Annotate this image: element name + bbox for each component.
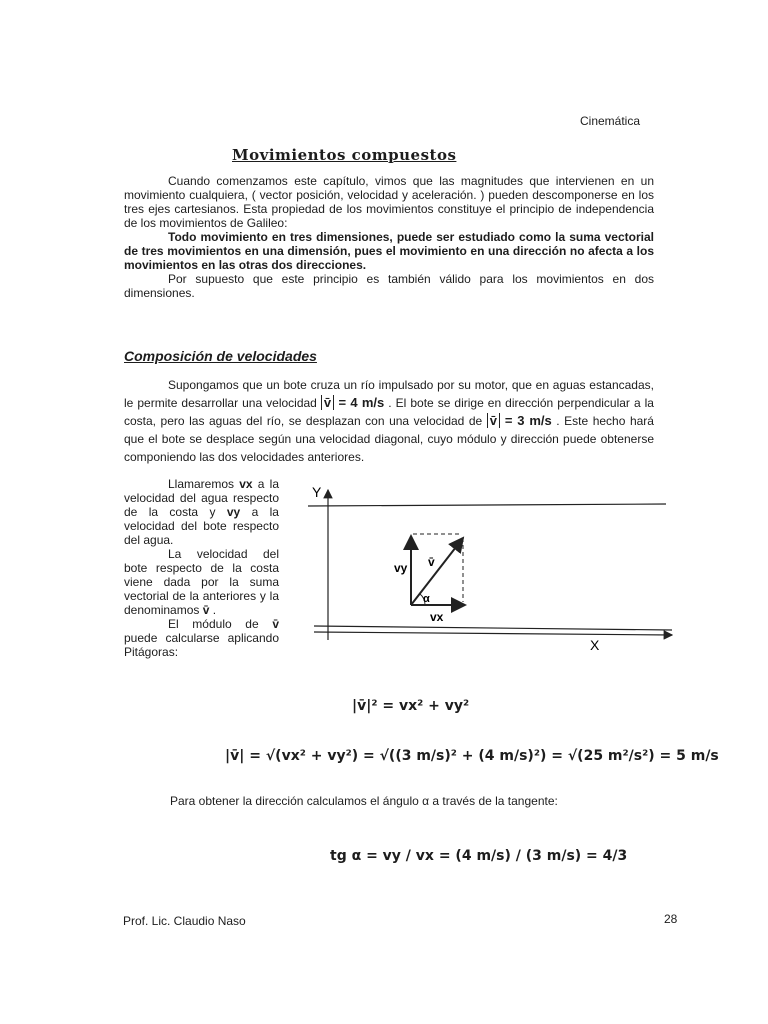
intro-paragraph: Cuando comenzamos este capítulo, vimos que las magnitudes que intervienen en un movimiento cualquiera, ( vector posición, velocidad y aceleración. ) pueden descomponerse en los tres ejes cartesianos. Esta propiedad de los movimientos constituye el principio de independencia de los movimientos de Galileo:	[124, 174, 654, 230]
page-title: Movimientos compuestos	[232, 146, 457, 164]
v-label: v̄	[428, 555, 435, 569]
vy-label: vy	[394, 561, 408, 575]
direction-text: Para obtener la dirección calculamos el ángulo α a través de la tangente:	[170, 794, 558, 808]
alpha-label: α	[423, 593, 430, 605]
section-title: Composición de velocidades	[124, 348, 317, 364]
principle-statement: Todo movimiento en tres dimensiones, puede ser estudiado como la suma vectorial de tres movimientos en una dimensión, pues el movimiento en una dirección no afecta a los movimientos en las otras dos direcciones.	[124, 230, 654, 272]
page-number: 28	[664, 912, 678, 926]
footer-author: Prof. Lic. Claudio Naso	[123, 914, 246, 928]
resultant-vector	[411, 538, 463, 605]
river-bank-top	[308, 504, 666, 506]
two-dimensions-note: Por supuesto que este principio es también válido para los movimientos en dos dimensiones.	[124, 272, 654, 300]
y-axis-label: Y	[312, 484, 322, 500]
modulus-formula: |v̄| = √(vx² + vy²) = √((3 m/s)² + (4 m/s)²) = √(25 m²/s²) = 5 m/s	[225, 748, 719, 764]
x-axis	[314, 632, 672, 635]
vy-symbol: vy	[226, 505, 241, 519]
left-column-text: Llamaremos vx a la velocidad del agua respecto de la costa y vy a la velocidad del bote respecto del agua. La velocidad del bote respecto de la costa viene dada por la suma vectorial de la anteriores y la denominamos v̄ . El módulo de v̄ puede calcularse aplicando Pitágoras:	[124, 477, 280, 659]
water-velocity: v̄ = 3 m/s	[487, 413, 552, 428]
boat-paragraph-b: . El bote se dirige en dirección perpendicular a la costa, pero las aguas del río, se desplazan con una velocidad de	[124, 396, 654, 428]
pythagoras-formula: |v̄|² = vx² + vy²	[352, 698, 470, 714]
tangent-formula: tg α = vy / vx = (4 m/s) / (3 m/s) = 4/3	[330, 848, 628, 864]
header-section: Cinemática	[580, 114, 641, 128]
vx-label: vx	[430, 610, 444, 624]
velocity-diagram	[300, 480, 680, 655]
river-bank-bottom	[314, 626, 672, 630]
x-axis-label: X	[590, 637, 600, 653]
boat-paragraph-c: . Este hecho hará que el bote se desplace según una velocidad diagonal, cuyo módulo y dirección puede obtenerse componiendo las dos velocidades anteriores.	[124, 414, 654, 464]
boat-velocity: v̄ = 4 m/s	[321, 395, 384, 410]
boat-paragraph-a: Supongamos que un bote cruza un río impulsado por su motor, que en aguas estancadas, le permite desarrollar una velocidad	[124, 378, 654, 410]
vx-symbol: vx	[239, 477, 253, 491]
boat-paragraph	[124, 376, 654, 466]
